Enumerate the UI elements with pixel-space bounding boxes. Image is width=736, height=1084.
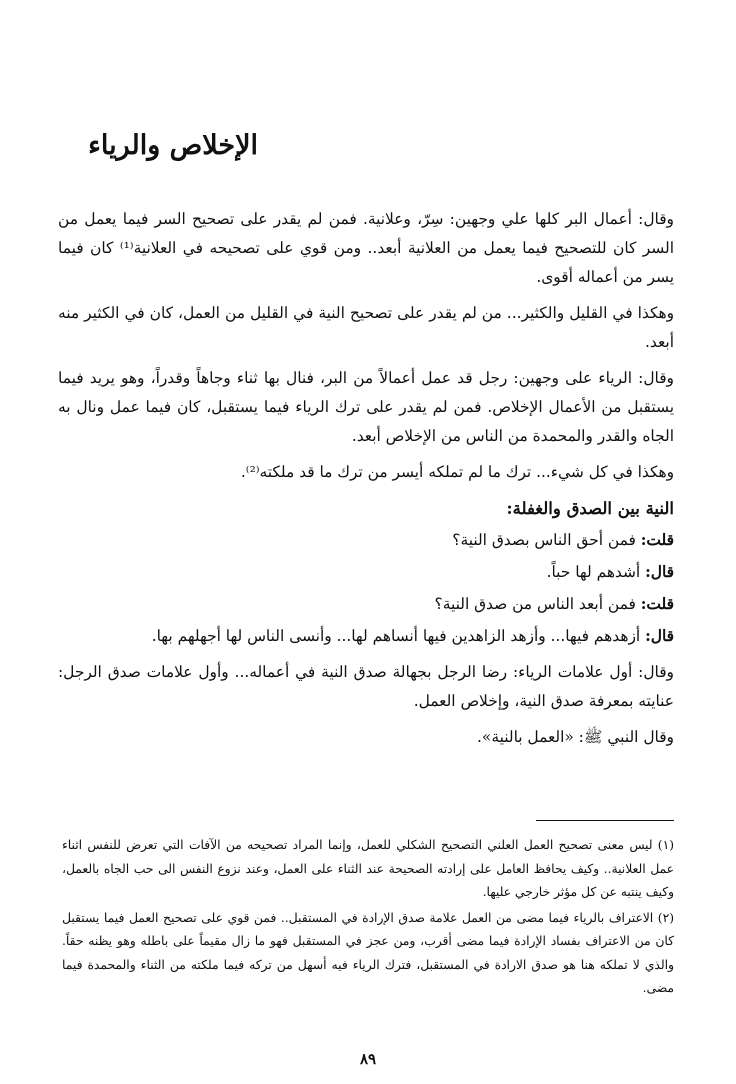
paragraph-2: وهكذا في القليل والكثير... من لم يقدر على تصحيح النية في القليل من العمل، كان في الكثير منه أبعد. (58, 304, 674, 351)
question-text: فمن أبعد الناس من صدق النية؟ (434, 595, 641, 613)
question-label: قلت: (640, 531, 674, 549)
answer-text: أزهدهم فيها... وأزهد الزاهدين فيها أنساهم لها... وأنسى الناس لها أجهلهم بها. (151, 627, 646, 645)
footnote-2: (٢) الاعتراف بالرياء فيما مضى من العمل علامة صدق الإرادة في المستقبل.. فمن قوي على تصحيح العمل فيما يستقبل كان من الاعتراف بفساد الإرادة فيما مضى أقرب، ومن عجز في المستقبل فهو ما زال مقيماً على باطله وهو يظنه حقاً. والذي لا تملكه هنا هو صدق الارادة في المستقبل، فترك الرياء فيه أسهل من تركه فيما ملكته من الثناء والمحمدة فيما مضى. (62, 910, 674, 995)
answer-text: أشدهم لها حباً. (546, 563, 646, 581)
footnotes (62, 834, 674, 1003)
section-subheading: النية بين الصدق والغفلة: (506, 499, 674, 518)
paragraph-4: وهكذا في كل شيء... ترك ما لم تملكه أيسر من ترك ما قد ملكته⁽²⁾. (240, 463, 674, 481)
question-label: قلت: (640, 595, 674, 613)
question-text: فمن أحق الناس بصدق النية؟ (452, 531, 641, 549)
chapter-title: الإخلاص والرياء (88, 130, 258, 161)
page-number: ٨٩ (359, 1050, 377, 1068)
main-text (58, 205, 674, 759)
paragraph-6: وقال النبي ﷺ: «العمل بالنية». (477, 728, 674, 746)
answer-label: قال: (645, 627, 674, 645)
paragraph-3: وقال: الرياء على وجهين: رجل قد عمل أعمالاً من البر، فنال بها ثناء وجاهاً وقدراً، وهو يريد فيما يستقبل من الأعمال الإخلاص. فمن لم يقدر على ترك الرياء فيما يستقبل، كان فيما عمل ونال به الجاه والقدر والمحمدة من الناس من الإخلاص أبعد. (58, 369, 674, 445)
paragraph-5: وقال: أول علامات الرياء: رضا الرجل بجهالة صدق النية في أعماله... وأول علامات صدق الرجل: عنايته بمعرفة صدق النية، وإخلاص العمل. (58, 663, 674, 710)
footnote-divider (536, 820, 674, 821)
question-1 (58, 526, 674, 555)
footnote-1: (١) ليس معنى تصحيح العمل العلني التصحيح الشكلي للعمل، وإنما المراد تصحيحه من الآفات التي تعرض للنفس اثناء عمل العلانية.. وكيف يحافظ العامل على إرادته الصحيحة عند الثناء على العمل، وعند نزوع النفس الى حب الجاه بالعمل، وكيف ينتبه عن كل مؤثر خارجي عليها. (62, 838, 674, 899)
answer-2 (58, 622, 674, 651)
answer-1 (58, 558, 674, 587)
question-2 (58, 590, 674, 619)
paragraph-1: وقال: أعمال البر كلها علي وجهين: سِرّ، وعلانية. فمن لم يقدر على تصحيح السر فيما يعمل من السر كان للتصحيح فيما يعمل من العلانية أبعد.. ومن قوي على تصحيحه في العلانية⁽¹⁾ كان فيما يسر من أعماله أقوى. (58, 210, 674, 286)
answer-label: قال: (645, 563, 674, 581)
